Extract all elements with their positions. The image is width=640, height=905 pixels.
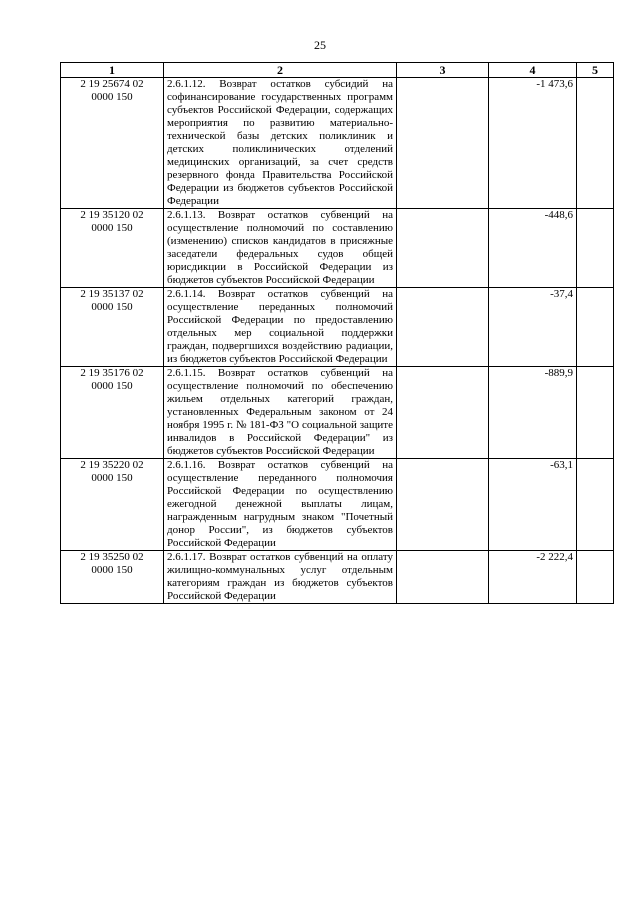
- description-cell: 2.6.1.15. Возврат остатков субвенций на осуществление полномочий по обеспечению жильем отдельных категорий граждан, установленных Федеральным законом от 24 ноября 1995 г. № 181-ФЗ "О социальной защите инвалидов в Российской Федерации" из бюджетов субъектов Российской Федерации: [164, 367, 397, 459]
- description-cell: 2.6.1.17. Возврат остатков субвенций на оплату жилищно-коммунальных услуг отдельным категориям граждан из бюджетов субъектов Российской Федерации: [164, 551, 397, 604]
- budget-code-cell: [61, 288, 164, 367]
- description-cell: 2.6.1.13. Возврат остатков субвенций на осуществление полномочий по составлению (изменению) списков кандидатов в присяжные заседатели федеральных судов общей юрисдикции в Российской Федерации из бюджетов субъектов Российской Федерации: [164, 209, 397, 288]
- budget-code-line2: 0000 150: [91, 380, 133, 392]
- amount-cell: -63,1: [489, 459, 577, 551]
- header-row: [61, 63, 614, 78]
- column-5-cell: [577, 209, 614, 288]
- budget-code-line1: 2 19 35137 02: [80, 288, 144, 300]
- amount-cell: -37,4: [489, 288, 577, 367]
- amount-cell: -2 222,4: [489, 551, 577, 604]
- budget-code-cell: [61, 551, 164, 604]
- column-3-cell: [397, 288, 489, 367]
- budget-code-line1: 2 19 35220 02: [80, 459, 144, 471]
- column-5-cell: [577, 367, 614, 459]
- table-row: [61, 209, 614, 288]
- header-col-1: 1: [61, 63, 164, 78]
- header-col-4: 4: [489, 63, 577, 78]
- amount-cell: -1 473,6: [489, 78, 577, 209]
- column-5-cell: [577, 551, 614, 604]
- table-row: [61, 78, 614, 209]
- header-col-5: 5: [577, 63, 614, 78]
- table-row: [61, 367, 614, 459]
- budget-code-cell: [61, 367, 164, 459]
- budget-code-cell: [61, 459, 164, 551]
- amount-cell: -889,9: [489, 367, 577, 459]
- page-number: 25: [314, 38, 326, 52]
- column-3-cell: [397, 551, 489, 604]
- table-body: [61, 78, 614, 604]
- budget-code-line2: 0000 150: [91, 222, 133, 234]
- budget-code-line1: 2 19 25674 02: [80, 78, 144, 90]
- column-5-cell: [577, 288, 614, 367]
- budget-code-line1: 2 19 35250 02: [80, 551, 144, 563]
- table-row: [61, 288, 614, 367]
- column-3-cell: [397, 209, 489, 288]
- description-cell: 2.6.1.16. Возврат остатков субвенций на осуществление переданного полномочия Российской Федерации по осуществлению ежегодной денежной выплаты лицам, награжденным нагрудным знаком "Почетный донор России", из бюджетов субъектов Российской Федерации: [164, 459, 397, 551]
- column-5-cell: [577, 78, 614, 209]
- budget-code-line1: 2 19 35120 02: [80, 209, 144, 221]
- description-cell: 2.6.1.14. Возврат остатков субвенций на осуществление переданных полномочий Российской Федерации по предоставлению отдельных мер социальной поддержки граждан, подвергшихся воздействию радиации, из бюджетов субъектов Российской Федерации: [164, 288, 397, 367]
- column-3-cell: [397, 367, 489, 459]
- table-row: [61, 551, 614, 604]
- amount-cell: -448,6: [489, 209, 577, 288]
- header-col-3: 3: [397, 63, 489, 78]
- column-5-cell: [577, 459, 614, 551]
- header-col-2: 2: [164, 63, 397, 78]
- table-row: [61, 459, 614, 551]
- budget-code-line2: 0000 150: [91, 564, 133, 576]
- budget-code-line2: 0000 150: [91, 91, 133, 103]
- budget-code-line1: 2 19 35176 02: [80, 367, 144, 379]
- budget-code-cell: [61, 209, 164, 288]
- budget-table: [60, 62, 614, 604]
- budget-code-line2: 0000 150: [91, 301, 133, 313]
- budget-code-cell: [61, 78, 164, 209]
- table-header: [61, 63, 614, 78]
- column-3-cell: [397, 459, 489, 551]
- budget-code-line2: 0000 150: [91, 472, 133, 484]
- column-3-cell: [397, 78, 489, 209]
- description-cell: 2.6.1.12. Возврат остатков субсидий на софинансирование государственных программ субъектов Российской Федерации, содержащих мероприятия по развитию материально-технической базы детских поликлиник и детских поликлинических отделений медицинских организаций, за счет средств резервного фонда Правительства Российской Федерации из бюджетов субъектов Российской Федерации: [164, 78, 397, 209]
